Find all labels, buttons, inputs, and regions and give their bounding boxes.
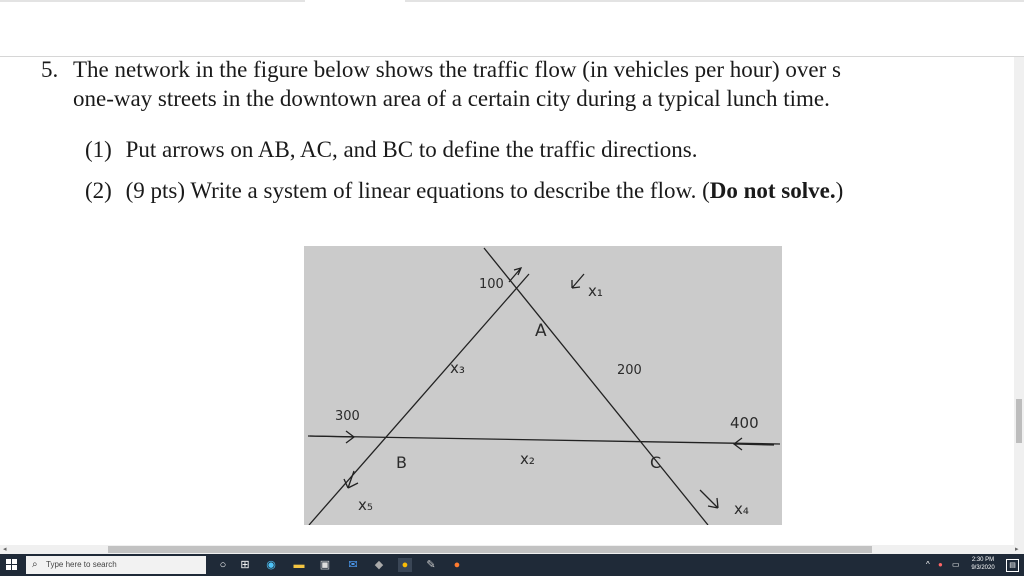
- label-x1: x₁: [588, 282, 603, 300]
- tray-chevron-icon[interactable]: ^: [926, 560, 930, 569]
- vertical-scroll-thumb[interactable]: [1016, 399, 1022, 443]
- horizontal-scroll-thumb[interactable]: [108, 546, 872, 553]
- arrow-x5: [344, 471, 358, 488]
- firefox-icon[interactable]: ●: [453, 559, 461, 571]
- part-1-label: (1): [85, 137, 112, 162]
- clock-date: 9/3/2020: [971, 565, 995, 571]
- toolbar-divider: [405, 0, 1024, 2]
- part-2-end: ): [835, 178, 844, 203]
- question-text-1: The network in the figure below shows the traffic flow (in vehicles per hour) over s: [73, 57, 841, 82]
- arrow-x4: [700, 490, 718, 508]
- document-page: [0, 57, 1014, 545]
- part-2-text: Write a system of linear equations to describe the flow. (: [190, 178, 710, 203]
- street-bc-line: [308, 436, 780, 444]
- top-toolbar: [0, 0, 1024, 57]
- arrow-100: [509, 268, 521, 282]
- vertical-scrollbar[interactable]: [1014, 57, 1024, 545]
- file-explorer-icon[interactable]: ▬: [293, 559, 305, 571]
- store-icon[interactable]: ▣: [319, 559, 331, 571]
- app-icon[interactable]: ◆: [374, 559, 384, 571]
- label-400: 400: [730, 414, 759, 432]
- mail-icon[interactable]: ✉: [348, 559, 358, 571]
- label-x2: x₂: [520, 450, 535, 468]
- cortana-icon[interactable]: ○: [219, 559, 227, 571]
- part-2-bold: Do not solve.: [709, 178, 836, 203]
- toolbar-divider: [0, 0, 305, 2]
- scroll-left-arrow-icon[interactable]: ◂: [3, 545, 7, 553]
- label-node-a: A: [535, 321, 547, 341]
- search-placeholder: Type here to search: [46, 560, 117, 569]
- label-x3: x₃: [450, 359, 465, 377]
- part-2-label: (2): [85, 178, 112, 203]
- part-2-points: (9 pts): [125, 178, 185, 203]
- paint-icon[interactable]: ✎: [426, 559, 436, 571]
- label-x5: x₅: [358, 496, 373, 514]
- arrow-x1: [572, 274, 584, 288]
- label-node-c: C: [650, 453, 662, 472]
- tray-monitor-icon[interactable]: ▭: [952, 560, 960, 569]
- notification-icon[interactable]: ▤: [1006, 559, 1019, 572]
- part-1-text: Put arrows on AB, AC, and BC to define the traffic directions.: [125, 137, 698, 162]
- clock-time: 2:30 PM: [971, 557, 995, 563]
- question-number: 5.: [41, 57, 59, 82]
- network-diagram: [304, 246, 782, 525]
- scroll-right-arrow-icon[interactable]: ▸: [1015, 545, 1019, 553]
- traffic-network-figure: [304, 246, 782, 525]
- arrow-300: [310, 431, 354, 443]
- horizontal-scrollbar[interactable]: [0, 545, 1024, 554]
- taskbar: [0, 554, 1024, 576]
- clock[interactable]: [964, 556, 1002, 572]
- label-x4: x₄: [734, 500, 749, 518]
- edge-icon[interactable]: ◉: [266, 559, 276, 571]
- label-200: 200: [617, 363, 642, 378]
- chrome-icon[interactable]: ●: [398, 558, 412, 572]
- start-button[interactable]: [6, 559, 18, 571]
- task-view-icon[interactable]: ⊞: [240, 559, 250, 571]
- question-text-2: one-way streets in the downtown area of a certain city during a typical lunch time.: [73, 86, 830, 111]
- tray-network-icon[interactable]: ●: [938, 560, 943, 569]
- part-1: [85, 137, 698, 163]
- label-300: 300: [335, 409, 360, 424]
- label-100: 100: [479, 277, 504, 292]
- street-ab-line: [309, 274, 529, 525]
- part-2: [85, 178, 843, 204]
- label-node-b: B: [396, 453, 407, 472]
- taskbar-search-box[interactable]: [26, 556, 206, 574]
- search-icon: ⌕: [32, 559, 38, 570]
